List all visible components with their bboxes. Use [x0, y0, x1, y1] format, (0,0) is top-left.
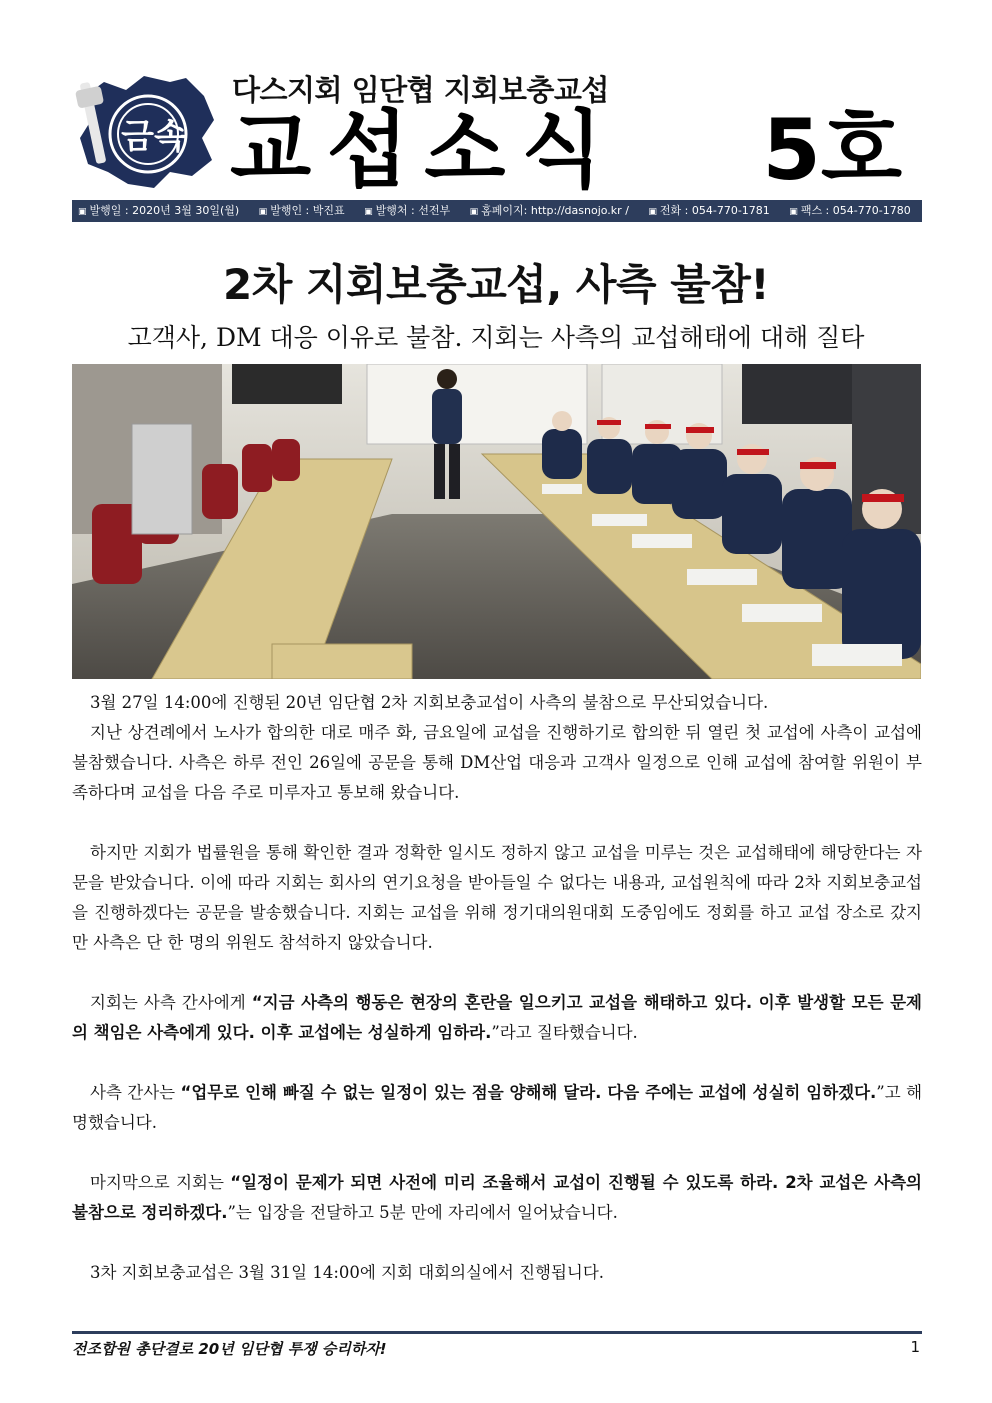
paragraph-2: 지난 상견례에서 노사가 합의한 대로 매주 화, 금요일에 교섭을 진행하기로 합의한 뒤 열린 첫 교섭에 사측이 교섭에 불참했습니다. 사측은 하루 전인 26일에 공문을 통해 DM산업 대응과 고객사 일정으로 인해 교섭에 참여할 위원이 부족하다며 교섭을 다음 주로 미루자고 통보해 왔습니다.: [72, 723, 922, 802]
article-body: [72, 688, 922, 1288]
footer-slogan: 전조합원 총단결로 20년 임단협 투쟁 승리하자!: [72, 1340, 387, 1358]
quote-union-1: “지금 사측의 행동은 현장의 혼란을 일으키고 교섭을 해태하고 있다. 이후 발생할 모든 문제의 책임은 사측에게 있다. 이후 교섭에는 성실하게 임하라.: [72, 993, 922, 1042]
publication-info-bar: [72, 200, 922, 222]
page-number: 1: [910, 1338, 920, 1356]
meeting-room-photo: [72, 364, 921, 679]
masthead-subtitle: 다스지회 임단협 지회보충교섭: [232, 73, 609, 107]
info-issuer: ▣ 발행처 : 선전부: [364, 204, 451, 217]
article-subheadline: 고객사, DM 대응 이유로 불참. 지회는 사측의 교섭해태에 대해 질타: [127, 323, 865, 352]
logo-text: 금속: [121, 117, 187, 157]
info-fax: ▣ 팩스 : 054-770-1780: [789, 204, 911, 217]
article-headline: 2차 지회보충교섭, 사측 불참!: [223, 260, 769, 309]
union-logo: [74, 68, 220, 196]
footer-rule: [72, 1331, 922, 1334]
info-publisher: ▣ 발행인 : 박진표: [258, 204, 345, 217]
paragraph-1: 3월 27일 14:00에 진행된 20년 임단협 2차 지회보충교섭이 사측의 불참으로 무산되었습니다.: [90, 693, 769, 712]
info-homepage[interactable]: ▣ 홈페이지: http://dasnojo.kr /: [469, 204, 629, 217]
paragraph-3: 하지만 지회가 법률원을 통해 확인한 결과 정확한 일시도 정하지 않고 교섭을 미루는 것은 교섭해태에 해당한다는 자문을 받았습니다. 이에 따라 지회는 회사의 연기요청을 받아들일 수 없다는 내용과, 교섭원칙에 따라 2차 지회보충교섭을 진행하겠다는 공문을 발송했습니다. 지회는 교섭을 위해 정기대의원대회 도중임에도 정회를 하고 교섭 장소로 갔지만 사측은 단 한 명의 위원도 참석하지 않았습니다.: [72, 843, 922, 952]
quote-company: “업무로 인해 빠질 수 없는 일정이 있는 점을 양해해 달라. 다음 주에는 교섭에 성실히 임하겠다.: [180, 1083, 877, 1102]
paragraph-7: 3차 지회보충교섭은 3월 31일 14:00에 지회 대회의실에서 진행됩니다.: [90, 1263, 605, 1282]
info-date: ▣ 발행일 : 2020년 3월 30일(월): [78, 204, 240, 217]
quote-union-2: “일정이 문제가 되면 사전에 미리 조율해서 교섭이 진행될 수 있도록 하라. 2차 교섭은 사측의 불참으로 정리하겠다.: [72, 1173, 922, 1222]
masthead: [72, 62, 922, 197]
paragraph-6: 마지막으로 지회는 “일정이 문제가 되면 사전에 미리 조율해서 교섭이 진행될 수 있도록 하라. 2차 교섭은 사측의 불참으로 정리하겠다.”는 입장을 전달하고 5분 만에 자리에서 일어났습니다.: [72, 1173, 922, 1222]
info-phone: ▣ 전화 : 054-770-1781: [648, 204, 770, 217]
paragraph-5: 사측 간사는 “업무로 인해 빠질 수 없는 일정이 있는 점을 양해해 달라. 다음 주에는 교섭에 성실히 임하겠다.”고 해명했습니다.: [72, 1083, 923, 1132]
issue-number: 5호: [762, 101, 902, 199]
masthead-title: 교섭소식: [230, 101, 619, 199]
paragraph-4: 지회는 사측 간사에게 “지금 사측의 행동은 현장의 혼란을 일으키고 교섭을 해태하고 있다. 이후 발생할 모든 문제의 책임은 사측에게 있다. 이후 교섭에는 성실하게 임하라.”라고 질타했습니다.: [72, 993, 922, 1042]
